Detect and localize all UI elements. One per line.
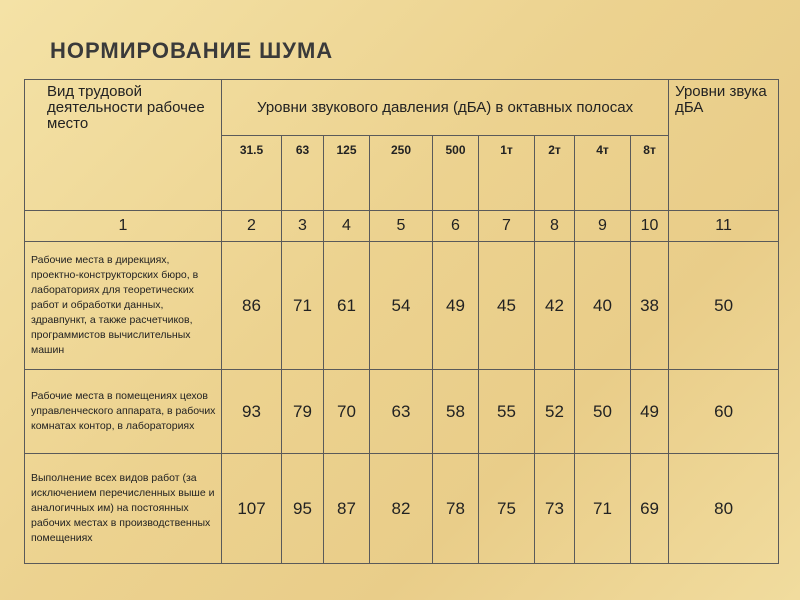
value-cell: 107 [222, 454, 282, 564]
value-cell: 93 [222, 370, 282, 454]
frequency-cell: 63 [282, 136, 324, 211]
value-cell: 55 [479, 370, 535, 454]
noise-norms-table [24, 79, 779, 564]
workplace-label: Выполнение всех видов работ (за исключением перечисленных выше и аналогичных им) на постоянных рабочих местах в производственных помещениях [25, 454, 222, 564]
column-number: 8 [535, 211, 575, 242]
frequency-cell: 31.5 [222, 136, 282, 211]
value-cell: 42 [535, 242, 575, 370]
value-cell: 73 [535, 454, 575, 564]
column-number-row [25, 211, 779, 242]
workplace-label: Рабочие места в дирекциях, проектно-конструкторских бюро, в лабораториях для теоретических работ и обработки данных, здравпункт, а также расчетчиков, программистов вычислительных машин [25, 242, 222, 370]
frequency-cell: 2т [535, 136, 575, 211]
column-number: 6 [433, 211, 479, 242]
value-cell: 50 [575, 370, 631, 454]
frequency-cell: 500 [433, 136, 479, 211]
table-row [25, 454, 779, 564]
page-title: НОРМИРОВАНИЕ ШУМА [50, 38, 334, 63]
sound-level-cell: 80 [669, 454, 779, 564]
column-number: 11 [669, 211, 779, 242]
value-cell: 45 [479, 242, 535, 370]
header-workplace: Вид трудовой деятельности рабочее место [25, 80, 222, 211]
value-cell: 40 [575, 242, 631, 370]
header-sound-level: Уровни звука дБА [669, 80, 779, 211]
header-pressure-levels: Уровни звукового давления (дБА) в октавных полосах [222, 80, 669, 136]
value-cell: 63 [370, 370, 433, 454]
value-cell: 49 [631, 370, 669, 454]
frequency-cell: 4т [575, 136, 631, 211]
value-cell: 49 [433, 242, 479, 370]
workplace-label: Рабочие места в помещениях цехов управленческого аппарата, в рабочих комнатах контор, в лабораториях [25, 370, 222, 454]
frequency-cell: 8т [631, 136, 669, 211]
value-cell: 54 [370, 242, 433, 370]
frequency-cell: 250 [370, 136, 433, 211]
value-cell: 79 [282, 370, 324, 454]
value-cell: 86 [222, 242, 282, 370]
column-number: 3 [282, 211, 324, 242]
value-cell: 82 [370, 454, 433, 564]
header-row [25, 80, 779, 136]
value-cell: 61 [324, 242, 370, 370]
column-number: 2 [222, 211, 282, 242]
value-cell: 75 [479, 454, 535, 564]
frequency-cell: 1т [479, 136, 535, 211]
value-cell: 78 [433, 454, 479, 564]
table-row [25, 242, 779, 370]
column-number: 5 [370, 211, 433, 242]
value-cell: 52 [535, 370, 575, 454]
sound-level-cell: 50 [669, 242, 779, 370]
value-cell: 38 [631, 242, 669, 370]
value-cell: 71 [282, 242, 324, 370]
column-number: 9 [575, 211, 631, 242]
sound-level-cell: 60 [669, 370, 779, 454]
column-number: 7 [479, 211, 535, 242]
value-cell: 58 [433, 370, 479, 454]
column-number: 4 [324, 211, 370, 242]
table-row [25, 370, 779, 454]
frequency-cell: 125 [324, 136, 370, 211]
value-cell: 70 [324, 370, 370, 454]
column-number: 1 [25, 211, 222, 242]
value-cell: 71 [575, 454, 631, 564]
value-cell: 69 [631, 454, 669, 564]
value-cell: 95 [282, 454, 324, 564]
value-cell: 87 [324, 454, 370, 564]
column-number: 10 [631, 211, 669, 242]
